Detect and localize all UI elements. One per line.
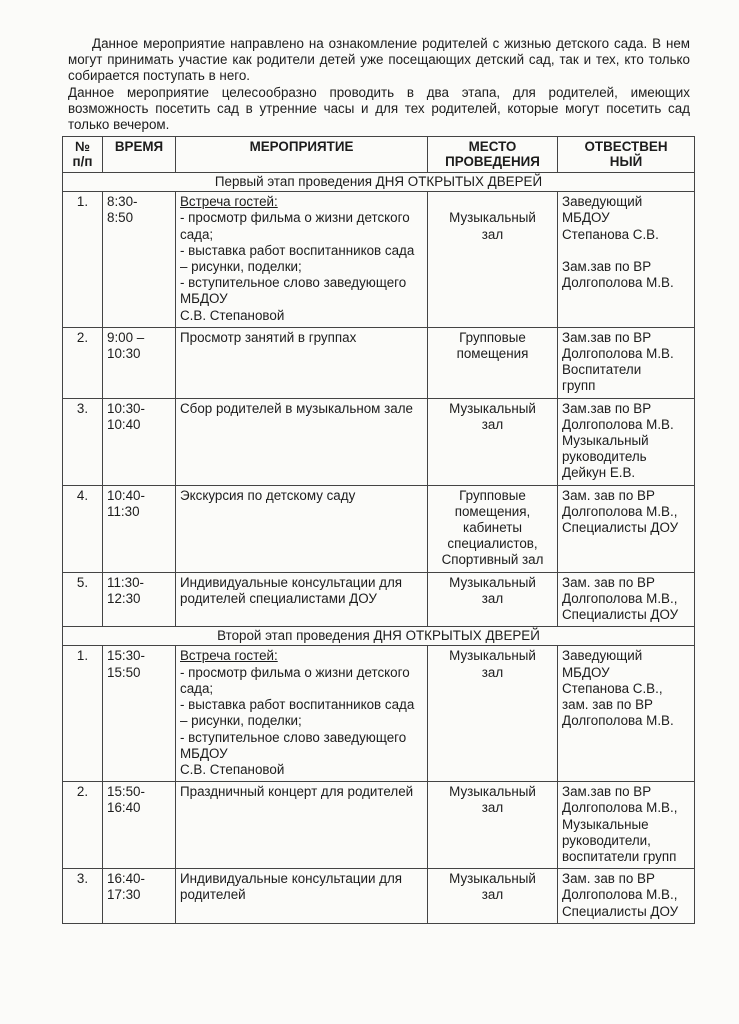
event-text: Праздничный концерт для родителей xyxy=(180,784,414,800)
table-row xyxy=(63,192,695,328)
row-place: Групповые помещения xyxy=(428,327,558,398)
schedule-table xyxy=(62,136,695,924)
row-time: 10:30- 10:40 xyxy=(103,398,176,485)
event-text: Просмотр занятий в группах xyxy=(180,329,357,345)
intro-paragraph-1: Данное мероприятие направлено на ознакомление родителей с жизнью детского сада. В нем могут принимать участие как родители детей уже посещающих детский сад, так и тех, кто только собирается поступать в него. xyxy=(68,36,690,84)
header-time: ВРЕМЯ xyxy=(103,137,176,173)
event-text: Индивидуальные консультации для родителей xyxy=(180,871,403,903)
row-responsible: Заведующий МБДОУ Степанова С.В., зам. зав по ВР Долгополова М.В. xyxy=(558,646,695,782)
row-event xyxy=(176,327,428,398)
row-number: 2. xyxy=(63,327,103,398)
row-time: 9:00 – 10:30 xyxy=(103,327,176,398)
row-number: 2. xyxy=(63,782,103,869)
header-place: МЕСТО ПРОВЕДЕНИЯ xyxy=(428,137,558,173)
row-place: Музыкальный зал xyxy=(428,398,558,485)
row-time: 8:30- 8:50 xyxy=(103,192,176,328)
stage-title-2: Второй этап проведения ДНЯ ОТКРЫТЫХ ДВЕРЕЙ xyxy=(63,627,695,646)
header-num: № п/п xyxy=(63,137,103,173)
row-responsible: Зам. зав по ВР Долгополова М.В., Специалисты ДОУ xyxy=(558,869,695,924)
row-responsible: Зам.зав по ВР Долгополова М.В. Музыкальный руководитель Дейкун Е.В. xyxy=(558,398,695,485)
event-text: Индивидуальные консультации для родителей специалистами ДОУ xyxy=(180,574,403,606)
row-number: 1. xyxy=(63,192,103,328)
row-place: Музыкальный зал xyxy=(428,869,558,924)
row-event xyxy=(176,485,428,572)
row-responsible: Зам. зав по ВР Долгополова М.В., Специалисты ДОУ xyxy=(558,572,695,627)
table-row xyxy=(63,572,695,627)
event-text: Сбор родителей в музыкальном зале xyxy=(180,400,413,416)
table-row xyxy=(63,782,695,869)
row-place: Музыкальный зал xyxy=(428,782,558,869)
row-number: 5. xyxy=(63,572,103,627)
header-event: МЕРОПРИЯТИЕ xyxy=(176,137,428,173)
row-time: 10:40- 11:30 xyxy=(103,485,176,572)
row-event xyxy=(176,192,428,328)
row-event xyxy=(176,646,428,782)
row-time: 15:50- 16:40 xyxy=(103,782,176,869)
stage-row-1 xyxy=(63,173,695,192)
row-event xyxy=(176,572,428,627)
event-text: - просмотр фильма о жизни детского сада; - выставка работ воспитанников сада – рисунки, поделки; - вступительное слово заведующего МБДОУ С.В. Степановой xyxy=(180,210,415,323)
event-title: Встреча гостей: xyxy=(180,194,278,210)
row-responsible: Зам.зав по ВР Долгополова М.В., Музыкальные руководители, воспитатели групп xyxy=(558,782,695,869)
row-responsible: Зам. зав по ВР Долгополова М.В., Специалисты ДОУ xyxy=(558,485,695,572)
row-event xyxy=(176,869,428,924)
row-responsible: Заведующий МБДОУ Степанова С.В. Зам.зав по ВР Долгополова М.В. xyxy=(558,192,695,328)
table-header-row xyxy=(63,137,695,173)
row-number: 3. xyxy=(63,869,103,924)
table-row xyxy=(63,646,695,782)
event-title: Встреча гостей: xyxy=(180,648,278,664)
row-time: 11:30- 12:30 xyxy=(103,572,176,627)
stage-title-1: Первый этап проведения ДНЯ ОТКРЫТЫХ ДВЕРЕЙ xyxy=(63,173,695,192)
table-row xyxy=(63,485,695,572)
event-text: - просмотр фильма о жизни детского сада; - выставка работ воспитанников сада – рисунки, поделки; - вступительное слово заведующего МБДОУ С.В. Степановой xyxy=(180,664,415,777)
row-place: Музыкальный зал xyxy=(428,192,558,328)
event-text: Экскурсия по детскому саду xyxy=(180,487,356,503)
intro-text xyxy=(68,36,690,133)
intro-paragraph-2: Данное мероприятие целесообразно проводить в два этапа, для родителей, имеющих возможность посетить сад в утренние часы и для тех родителей, которые могут посетить сад только вечером. xyxy=(68,84,690,133)
row-place: Музыкальный зал xyxy=(428,646,558,782)
table-row xyxy=(63,869,695,924)
row-number: 4. xyxy=(63,485,103,572)
row-number: 1. xyxy=(63,646,103,782)
table-row xyxy=(63,327,695,398)
row-time: 15:30- 15:50 xyxy=(103,646,176,782)
row-time: 16:40- 17:30 xyxy=(103,869,176,924)
stage-row-2 xyxy=(63,627,695,646)
row-event xyxy=(176,398,428,485)
header-responsible: ОТВЕСТВЕН НЫЙ xyxy=(558,137,695,173)
row-responsible: Зам.зав по ВР Долгополова М.В. Воспитатели групп xyxy=(558,327,695,398)
row-place: Музыкальный зал xyxy=(428,572,558,627)
row-place: Групповые помещения, кабинеты специалистов, Спортивный зал xyxy=(428,485,558,572)
row-number: 3. xyxy=(63,398,103,485)
row-event xyxy=(176,782,428,869)
table-row xyxy=(63,398,695,485)
